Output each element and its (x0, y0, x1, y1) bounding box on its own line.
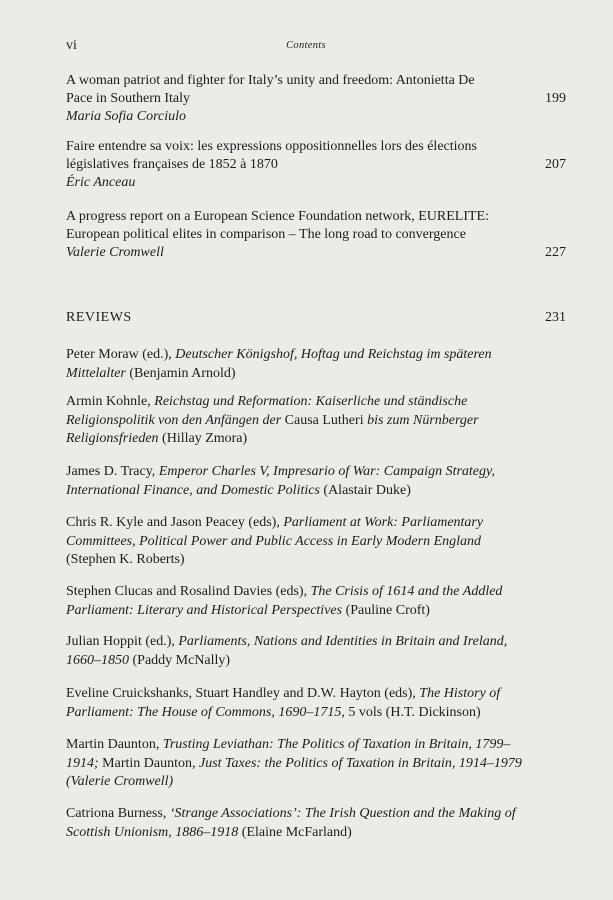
article-title: Faire entendre sa voix: les expressions oppositionnelles lors des élections législatives françaises de 1852 à 1870 (66, 139, 477, 172)
article-author: Éric Anceau (66, 175, 136, 190)
review-title: Deutscher Königshof, Hoftag und Reichstag im späteren Mittelalter (66, 347, 492, 381)
review-title-roman: 5 vols (348, 704, 383, 720)
article-entry (66, 208, 491, 262)
article-author: Maria Sofia Corciulo (66, 109, 187, 124)
review-reviewer: (Paddy McNally) (132, 652, 231, 668)
review-entry (66, 463, 526, 500)
review-editors: Armin Kohnle, (66, 394, 151, 409)
review-title-roman: Martin Daunton, (102, 755, 196, 771)
review-editors: Stephen Clucas and Rosalind Davies (eds), (66, 584, 308, 599)
review-title-roman: Causa Lutheri (284, 412, 364, 428)
review-reviewer: (Hillay Zmora) (162, 431, 248, 446)
review-reviewer: (Stephen K. Roberts) (66, 552, 185, 567)
article-author: Valerie Cromwell (66, 245, 164, 260)
review-reviewer: (Benjamin Arnold) (129, 365, 236, 381)
review-title-cont: bis zum Nürnberger Religionsfrieden (66, 412, 479, 446)
review-entry (66, 685, 526, 722)
review-editors: Julian Hoppit (ed.), (66, 634, 175, 649)
review-editors: Eveline Cruickshanks, Stuart Handley and D.W. Hayton (eds), (66, 686, 416, 701)
review-title: Parliaments, Nations and Identities in Britain and Ireland, 1660–1850 (66, 634, 508, 668)
reviews-heading: REVIEWS (66, 310, 132, 325)
article-entry (66, 72, 491, 126)
review-entry (66, 633, 526, 670)
article-page: 199 (545, 91, 566, 106)
review-entry (66, 736, 526, 792)
article-page: 207 (545, 157, 566, 172)
review-title: Reichstag und Reformation: Kaiserliche und ständische Religionspolitik von den Anfängen der (66, 394, 468, 428)
review-reviewer: (Elaine McFarland) (241, 824, 352, 840)
review-reviewer: (Valerie Cromwell) (66, 774, 174, 789)
review-reviewer: (Pauline Croft) (345, 602, 430, 618)
review-title: Parliament at Work: Parliamentary Committees, Political Power and Public Access in Early Modern England (66, 515, 484, 549)
review-editors: Chris R. Kyle and Jason Peacey (eds), (66, 515, 280, 530)
page-header (66, 38, 546, 56)
review-entry (66, 393, 526, 449)
review-editors: Peter Moraw (ed.), (66, 347, 172, 362)
article-title: A woman patriot and fighter for Italy’s unity and freedom: Antonietta De Pace in Southern Italy (66, 73, 475, 106)
review-reviewer: (H.T. Dickinson) (385, 704, 481, 720)
review-entry (66, 346, 526, 383)
review-title: The History of Parliament: The House of Commons, 1690–1715, (66, 686, 501, 720)
review-title: The Crisis of 1614 and the Addled Parliament: Literary and Historical Perspectives (66, 584, 503, 618)
review-title: Emperor Charles V, Impresario of War: Campaign Strategy, International Finance, and Domestic Politics (66, 464, 495, 498)
review-title: ‘Strange Associations’: The Irish Question and the Making of Scottish Unionism, 1886–1918 (66, 806, 516, 840)
reviews-page: 231 (545, 310, 566, 325)
review-entry (66, 805, 526, 842)
article-page: 227 (545, 245, 566, 260)
review-editors: Catriona Burness, (66, 806, 167, 821)
running-head: Contents (286, 40, 326, 51)
review-title-cont: Just Taxes: the Politics of Taxation in Britain, 1914–1979 (199, 755, 522, 771)
review-entry (66, 514, 526, 570)
review-entry (66, 583, 526, 620)
review-title: Trusting Leviathan: The Politics of Taxation in Britain, 1799–1914; (66, 737, 511, 771)
article-title: A progress report on a European Science Foundation network, EURELITE: European political elites in comparison – The long road to convergence (66, 209, 490, 242)
review-editors: Martin Daunton, (66, 737, 160, 752)
review-reviewer: (Alastair Duke) (323, 482, 411, 498)
page-number: vi (66, 38, 77, 53)
review-editors: James D. Tracy, (66, 464, 156, 479)
article-entry (66, 138, 491, 192)
